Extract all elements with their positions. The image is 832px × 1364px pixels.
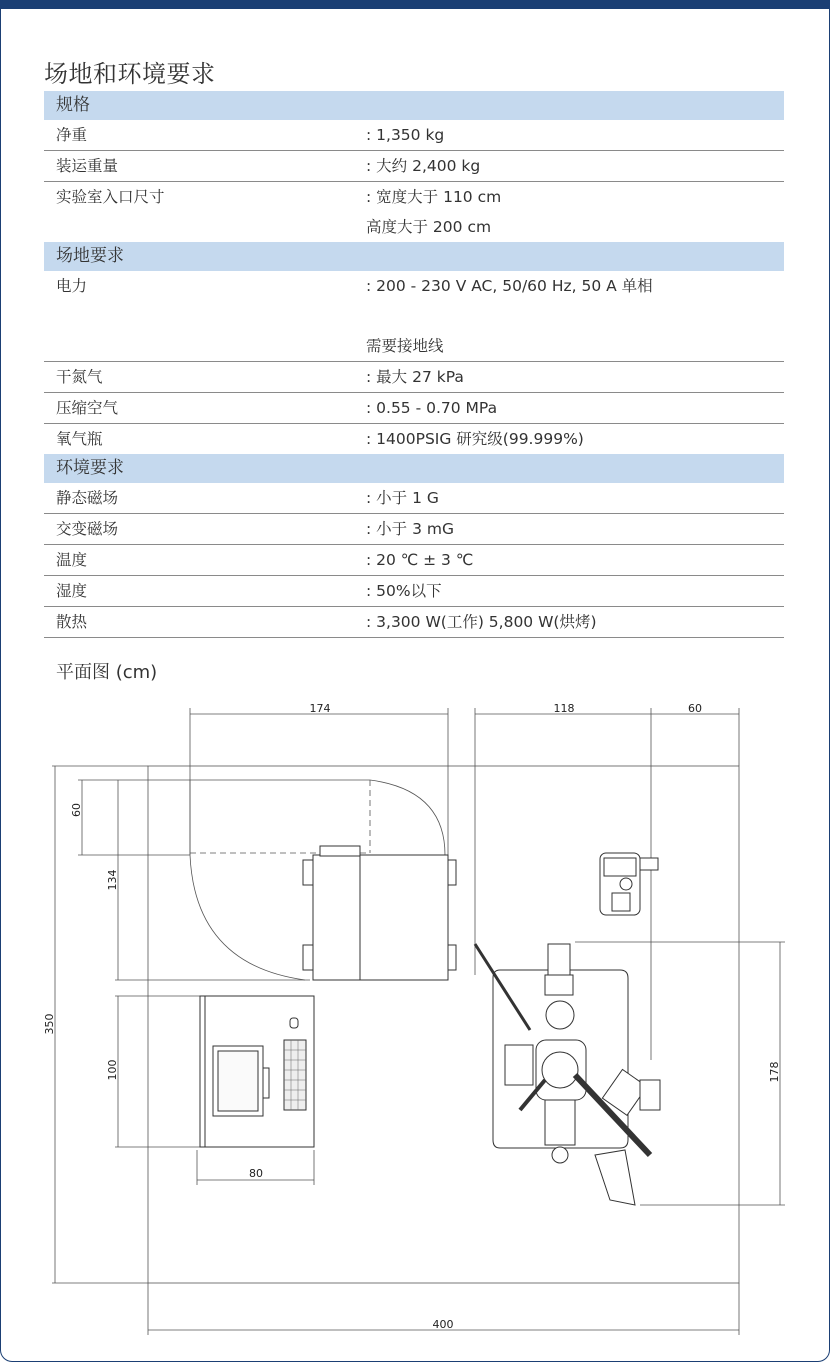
table-row — [44, 514, 784, 545]
table-row — [44, 331, 784, 362]
table-row — [44, 182, 784, 212]
spec-table — [44, 91, 784, 638]
table-row — [44, 545, 784, 576]
row-value: 需要接地线 — [366, 337, 444, 355]
row-label: 交变磁场 — [56, 520, 119, 538]
table-row — [44, 120, 784, 151]
row-label: 散热 — [56, 613, 88, 631]
row-label: 压缩空气 — [56, 399, 119, 417]
dimension-label: 118 — [553, 702, 575, 715]
row-value: : 小于 1 G — [366, 489, 439, 507]
table-row — [44, 271, 784, 331]
dimension-label: 60 — [70, 803, 83, 817]
row-value: : 3,300 W(工作) 5,800 W(烘烤) — [366, 613, 597, 631]
row-value: : 大约 2,400 kg — [366, 157, 481, 175]
section-heading-site: 场地要求 — [44, 242, 784, 271]
dimension-label: 178 — [768, 1061, 781, 1083]
row-label: 装运重量 — [56, 157, 119, 175]
row-value: : 小于 3 mG — [366, 520, 454, 538]
row-value: : 200 - 230 V AC, 50/60 Hz, 50 A 单相 — [366, 277, 653, 295]
dimension-label: 350 — [43, 1013, 56, 1035]
table-row — [44, 607, 784, 638]
row-label: 电力 — [56, 277, 88, 295]
section-heading-specs: 规格 — [44, 91, 784, 120]
page-title: 场地和环境要求 — [44, 60, 216, 88]
table-row — [44, 483, 784, 514]
table-row — [44, 576, 784, 607]
dimension-label: 400 — [432, 1318, 454, 1331]
row-label: 干氮气 — [56, 368, 103, 386]
row-value: : 50%以下 — [366, 582, 442, 600]
row-label: 氧气瓶 — [56, 430, 103, 448]
row-label: 实验室入口尺寸 — [56, 188, 165, 206]
door-swing-arc — [190, 855, 305, 980]
row-value: : 宽度大于 110 cm — [366, 188, 502, 206]
dimension-label: 100 — [106, 1059, 119, 1081]
door-clearance-outline — [190, 780, 445, 855]
table-row — [44, 362, 784, 393]
dimension-label: 174 — [309, 702, 331, 715]
auxiliary-unit — [600, 853, 658, 915]
row-value: : 1,350 kg — [366, 126, 445, 144]
console-desk — [200, 996, 314, 1147]
dimension-label: 60 — [688, 702, 702, 715]
dimension-label: 80 — [249, 1167, 263, 1180]
table-row — [44, 151, 784, 182]
row-value: 高度大于 200 cm — [366, 218, 492, 236]
table-row — [44, 424, 784, 454]
floor-plan-title: 平面图 (cm) — [56, 662, 158, 683]
row-label: 温度 — [56, 551, 88, 569]
row-label: 净重 — [56, 126, 88, 144]
dimension-label: 134 — [106, 869, 119, 891]
instrument-main-unit — [303, 846, 456, 980]
row-value: : 1400PSIG 研究级(99.999%) — [366, 430, 584, 448]
row-label: 静态磁场 — [56, 489, 119, 507]
section-heading-environment: 环境要求 — [44, 454, 784, 483]
row-value: : 0.55 - 0.70 MPa — [366, 399, 498, 417]
floor-plan-drawing — [0, 690, 832, 1350]
table-row — [44, 393, 784, 424]
vacuum-chamber-assembly — [475, 944, 660, 1205]
row-label: 湿度 — [56, 582, 88, 600]
table-row — [44, 212, 784, 242]
row-value: : 最大 27 kPa — [366, 368, 464, 386]
row-value: : 20 ℃ ± 3 ℃ — [366, 551, 474, 569]
